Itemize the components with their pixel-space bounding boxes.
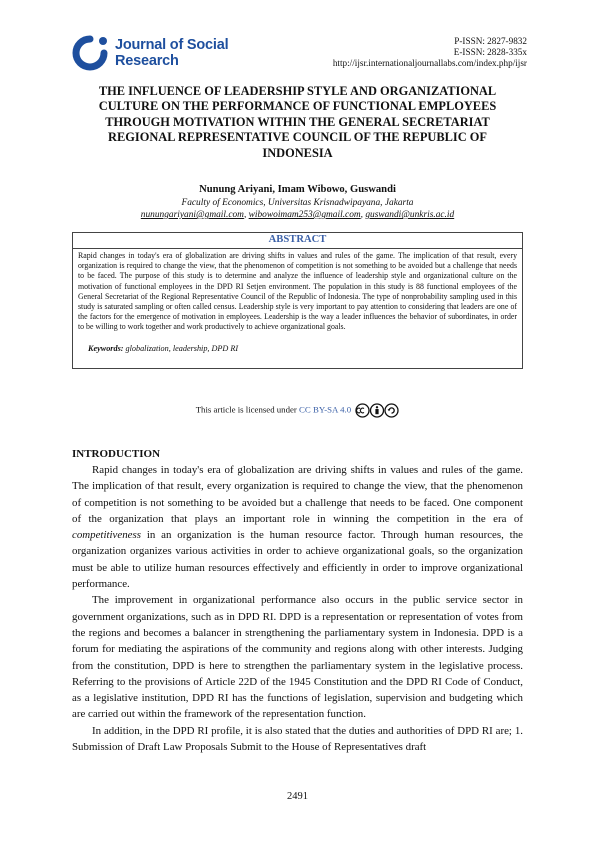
- e-issn: E-ISSN: 2828-335x: [453, 47, 527, 57]
- paragraph-text: Rapid changes in today's era of globalization are driving shifts in values and rules of the game. The implication of that result, every organization is required to change the view, that the phenomenon of competition is not something to be avoided but a challenge that needs to be faced. One component of the organization that plays an important role in winning the competition in the era of: [72, 464, 523, 525]
- abstract-box: [72, 232, 523, 369]
- email-separator: ,: [243, 210, 249, 220]
- author-emails: [72, 210, 523, 220]
- journal-name-line1: Journal of Social: [115, 37, 229, 53]
- abstract-text: Rapid changes in today's era of globalization are driving shifts in values and rules of the game. The implication of that result, every organization is required to change the view, that the phenomenon of competition is not something to be avoided but a challenge that needs to be faced. The purpose of this study is to determine and analyze the influence of leadership style and organizational culture on the motivation of functional employees in the DPD RI Setjen environment. The population in this study is 88 functional employees of the General Secretariat of the Regional Representative Council of the Republic of Indonesia. The type of nonprobability sampling used in this study is saturated sampling or often called census. Leadership style is very important to pay attention to considering that leaders are one of the factors for the emergence of motivation in employees. Leadership is the way a leader influences the behavior of subordinates, in order to be willing to work together and work productively to achieve organizational goals.: [78, 251, 517, 332]
- email-separator: ,: [360, 210, 366, 220]
- article-title: THE INFLUENCE OF LEADERSHIP STYLE AND ORGANIZATIONAL CULTURE ON THE PERFORMANCE OF FUNCTIONAL EMPLOYEES THROUGH MOTIVATION WITHIN THE GENERAL SECRETARIAT REGIONAL REPRESENTATIVE COUNCIL OF THE REPUBLIC OF INDONESIA: [98, 84, 497, 160]
- journal-url[interactable]: http://ijsr.internationaljournallabs.com/index.php/ijsr: [332, 58, 527, 68]
- cc-by-sa-icon: [355, 403, 399, 418]
- journal-name-line2: Research: [115, 53, 179, 69]
- page-number: 2491: [287, 791, 308, 802]
- email-link[interactable]: guswandi@unkris.ac.id: [365, 210, 455, 220]
- section-heading-introduction: INTRODUCTION: [72, 448, 161, 460]
- p-issn: P-ISSN: 2827-9832: [454, 36, 527, 46]
- license-prefix: This article is licensed under: [195, 404, 297, 415]
- keywords-line: [88, 344, 238, 353]
- affiliation: Faculty of Economics, Universitas Krisnadwipayana, Jakarta: [181, 198, 414, 208]
- paragraph: In addition, in the DPD RI profile, it is also stated that the duties and authorities of DPD RI are; 1. Submission of Draft Law Proposals Submit to the House of Representatives draft: [72, 724, 523, 754]
- email-link[interactable]: nunungariyani@gmail.com: [140, 210, 244, 220]
- abstract-heading: ABSTRACT: [73, 233, 522, 249]
- keywords-label: Keywords:: [88, 344, 124, 353]
- paragraph: [72, 462, 523, 592]
- journal-name: [115, 37, 228, 69]
- keywords-value: globalization, leadership, DPD RI: [125, 344, 239, 353]
- emphasis-text: competitiveness: [72, 529, 141, 542]
- issn-block: [333, 36, 527, 69]
- email-link[interactable]: wibowoimam253@gmail.com: [248, 210, 361, 220]
- paragraph: The improvement in organizational performance also occurs in the public service sector in government organizations, such as in DPD RI. DPD is a representation or representation of votes from the regions and becomes a balancer in strengthening the parliamentary system in Indonesia. DPD is a forum for mediating the aspirations of the community and regions along with other interests. Judging from the constitution, DPD is here to strengthen the parliamentary system in the legislative process. Referring to the provisions of Article 22D of the 1945 Constitution and the DPD RI Code of Conduct, as a legislative institution, DPD RI has the functions of legislation, supervision and budgeting which are carried out within the framework of the representation function.: [72, 594, 523, 721]
- license-line: [0, 403, 595, 418]
- author-list: Nunung Ariyani, Imam Wibowo, Guswandi: [199, 184, 396, 195]
- journal-logo: [72, 33, 247, 73]
- journal-logo-icon: [72, 35, 110, 71]
- introduction-body: [72, 462, 523, 755]
- paragraph-text: in an organization is the human resource factor. Through human resources, the organization organizes various activities in order to achieve organizational goals, so the organization must be able to utilize human resources effectively and efficiently in order to improve organizational performance.: [72, 529, 523, 591]
- license-link[interactable]: CC BY-SA 4.0: [299, 404, 352, 415]
